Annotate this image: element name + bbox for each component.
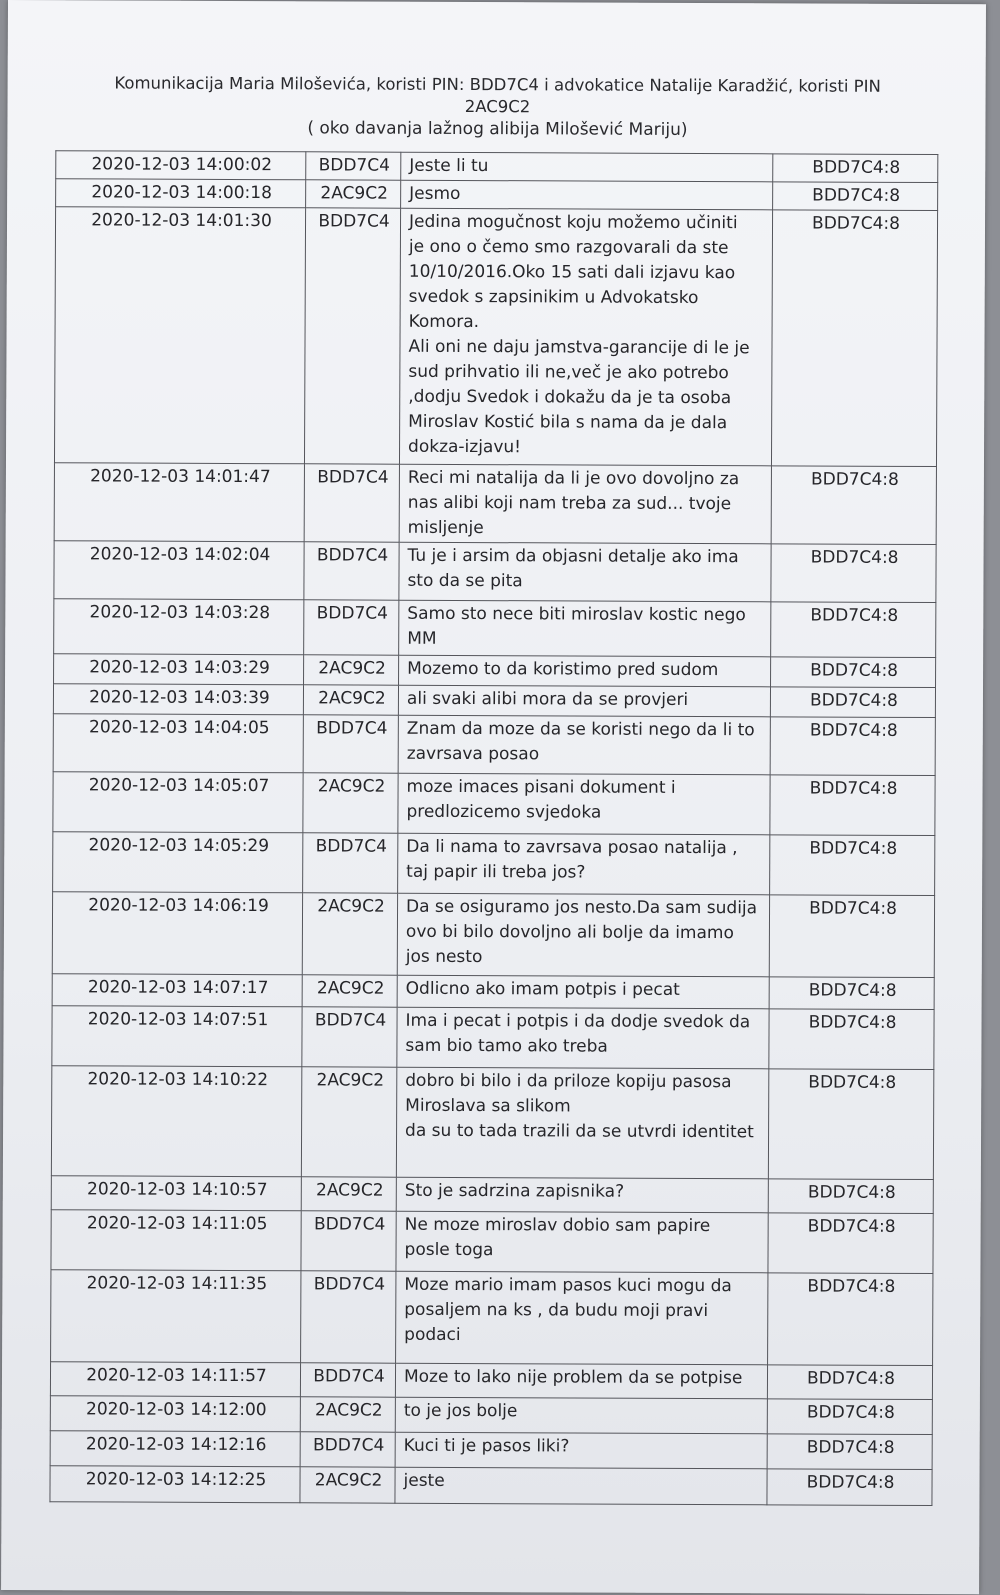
message-text-cell: Kuci ti je pasos liki?	[395, 1432, 767, 1469]
timestamp-cell: 2020-12-03 14:07:17	[52, 974, 302, 1007]
table-row	[51, 1210, 933, 1274]
reference-cell: BDD7C4:8	[771, 602, 936, 658]
message-text-cell: Da se osiguramo jos nesto.Da sam sudija ovo bi bilo dovoljno ali bolje da imamo jos nesto	[397, 893, 769, 977]
sender-pin-cell: BDD7C4	[304, 464, 399, 542]
table-row	[51, 1066, 933, 1180]
sender-pin-cell: 2AC9C2	[306, 180, 401, 208]
message-text-cell: Samo sto nece biti miroslav kostic nego MM	[399, 600, 771, 657]
reference-cell: BDD7C4:8	[770, 775, 935, 836]
timestamp-cell: 2020-12-03 14:07:51	[52, 1006, 302, 1067]
message-text-cell: Znam da moze da se koristi nego da li to zavrsava posao	[398, 715, 770, 775]
message-text-cell: Mozemo to da koristimo pred sudom	[399, 655, 771, 687]
table-row	[50, 1431, 932, 1470]
table-row	[54, 599, 936, 658]
sender-pin-cell: 2AC9C2	[302, 893, 397, 975]
table-row	[54, 463, 936, 545]
document-heading	[47, 72, 947, 142]
timestamp-cell: 2020-12-03 14:06:19	[52, 892, 302, 975]
table-row	[54, 654, 936, 688]
message-text-cell: to je jos bolje	[395, 1397, 767, 1434]
table-row	[56, 179, 938, 211]
timestamp-cell: 2020-12-03 14:03:28	[54, 599, 304, 655]
reference-cell: BDD7C4:8	[767, 1365, 932, 1400]
table-row	[51, 1270, 933, 1366]
document-page	[1, 0, 986, 1594]
reference-cell: BDD7C4:8	[770, 835, 935, 896]
timestamp-cell: 2020-12-03 14:02:04	[54, 541, 304, 600]
table-row	[52, 974, 934, 1010]
message-text-cell: Da li nama to zavrsava posao natalija , taj papir ili treba jos?	[398, 833, 770, 895]
sender-pin-cell: BDD7C4	[301, 1271, 396, 1363]
timestamp-cell: 2020-12-03 14:11:35	[51, 1270, 301, 1363]
message-log-table	[49, 150, 938, 1506]
reference-cell: BDD7C4:8	[769, 895, 934, 978]
message-text-cell: ali svaki alibi mora da se provjeri	[398, 685, 770, 717]
sender-pin-cell: BDD7C4	[306, 152, 401, 180]
message-text-cell: Jeste li tu	[401, 152, 773, 182]
message-text-cell: Tu je i arsim da objasni detalje ako ima sto da se pita	[399, 542, 771, 602]
table-row	[54, 541, 936, 603]
reference-cell: BDD7C4:8	[771, 657, 936, 688]
timestamp-cell: 2020-12-03 14:05:29	[53, 832, 303, 893]
timestamp-cell: 2020-12-03 14:03:29	[54, 654, 304, 685]
reference-cell: BDD7C4:8	[767, 1469, 932, 1506]
reference-cell: BDD7C4:8	[773, 182, 938, 211]
reference-cell: BDD7C4:8	[769, 977, 934, 1010]
sender-pin-cell: BDD7C4	[303, 833, 398, 893]
message-text-cell: moze imaces pisani dokument i predlozicemo svjedoka	[398, 773, 770, 835]
sender-pin-cell: 2AC9C2	[300, 1397, 395, 1432]
message-log-body	[50, 151, 938, 1506]
table-row	[53, 714, 935, 776]
reference-cell: BDD7C4:8	[771, 544, 936, 603]
message-text-cell: Ne moze miroslav dobio sam papire posle toga	[396, 1211, 768, 1273]
reference-cell: BDD7C4:8	[773, 154, 938, 183]
table-row	[51, 1176, 933, 1214]
table-row	[53, 684, 935, 718]
sender-pin-cell: BDD7C4	[304, 600, 399, 655]
table-row	[50, 1466, 932, 1506]
sender-pin-cell: BDD7C4	[304, 208, 400, 464]
sender-pin-cell: BDD7C4	[303, 715, 398, 773]
timestamp-cell: 2020-12-03 14:12:00	[50, 1396, 300, 1432]
timestamp-cell: 2020-12-03 14:11:05	[51, 1210, 301, 1271]
sender-pin-cell: 2AC9C2	[304, 655, 399, 685]
sender-pin-cell: BDD7C4	[302, 1007, 397, 1067]
timestamp-cell: 2020-12-03 14:00:18	[56, 179, 306, 208]
message-text-cell: Jedina mogučnost koju možemo učiniti je ono o čemo smo razgovarali da ste 10/10/2016.Oko 15 sati dali izjavu kao svedok s zapsinikim u Advokatsko Komora. Ali oni ne daju jamstva-garancije di le je sud prihvatio ili ne,več je ako potrebo ,dodju Svedok i dokažu da je ta osoba Miroslav Kostić bila s nama da je dala dokza-izjavu!	[399, 208, 772, 466]
sender-pin-cell: BDD7C4	[300, 1363, 395, 1397]
reference-cell: BDD7C4:8	[768, 1069, 933, 1180]
table-row	[54, 207, 937, 467]
sender-pin-cell: 2AC9C2	[303, 773, 398, 833]
timestamp-cell: 2020-12-03 14:10:22	[51, 1066, 301, 1177]
reference-cell: BDD7C4:8	[769, 1009, 934, 1070]
reference-cell: BDD7C4:8	[768, 1179, 933, 1214]
reference-cell: BDD7C4:8	[770, 717, 935, 776]
sender-pin-cell: BDD7C4	[301, 1211, 396, 1271]
table-row	[50, 1396, 932, 1435]
message-text-cell: Reci mi natalija da li je ovo dovoljno za nas alibi koji nam treba za sud... tvoje misljenje	[399, 464, 771, 544]
table-row	[50, 1362, 932, 1400]
reference-cell: BDD7C4:8	[767, 1434, 932, 1470]
message-text-cell: Odlicno ako imam potpis i pecat	[397, 975, 769, 1009]
message-text-cell: dobro bi bilo i da priloze kopiju pasosa Miroslava sa slikom da su to tada trazili da se utvrdi identitet	[396, 1067, 768, 1179]
message-text-cell: Sto je sadrzina zapisnika?	[396, 1177, 768, 1213]
timestamp-cell: 2020-12-03 14:01:30	[54, 207, 305, 464]
timestamp-cell: 2020-12-03 14:03:39	[53, 684, 303, 715]
message-text-cell: Jesmo	[401, 180, 773, 210]
heading-line-1: Komunikacija Maria Miloševića, koristi PIN: BDD7C4 i advokatice Natalije Karadžić, koristi PIN	[114, 73, 881, 96]
message-text-cell: Moze to lako nije problem da se potpise	[395, 1363, 767, 1399]
reference-cell: BDD7C4:8	[771, 466, 936, 545]
sender-pin-cell: 2AC9C2	[301, 1177, 396, 1211]
table-row	[52, 892, 934, 978]
heading-line-2: 2AC9C2	[464, 96, 531, 117]
table-row	[53, 832, 935, 896]
timestamp-cell: 2020-12-03 14:00:02	[56, 151, 306, 180]
table-row	[52, 1006, 934, 1070]
timestamp-cell: 2020-12-03 14:12:25	[50, 1466, 300, 1503]
heading-subtitle: ( oko davanja lažnog alibija Milošević Mariju)	[307, 118, 688, 140]
sender-pin-cell: BDD7C4	[300, 1432, 395, 1467]
table-row	[56, 151, 938, 183]
reference-cell: BDD7C4:8	[768, 1273, 933, 1366]
timestamp-cell: 2020-12-03 14:12:16	[50, 1431, 300, 1467]
reference-cell: BDD7C4:8	[768, 1213, 933, 1274]
table-row	[53, 772, 935, 836]
sender-pin-cell: BDD7C4	[304, 542, 399, 600]
reference-cell: BDD7C4:8	[770, 687, 935, 718]
reference-cell: BDD7C4:8	[767, 1399, 932, 1435]
reference-cell: BDD7C4:8	[771, 210, 937, 467]
message-text-cell: Moze mario imam pasos kuci mogu da posaljem na ks , da budu moji pravi podaci	[396, 1271, 768, 1365]
timestamp-cell: 2020-12-03 14:04:05	[53, 714, 303, 773]
message-text-cell: Ima i pecat i potpis i da dodje svedok da sam bio tamo ako treba	[397, 1007, 769, 1069]
message-text-cell: jeste	[395, 1467, 767, 1505]
sender-pin-cell: 2AC9C2	[300, 1467, 395, 1503]
sender-pin-cell: 2AC9C2	[302, 975, 397, 1007]
sender-pin-cell: 2AC9C2	[303, 685, 398, 715]
timestamp-cell: 2020-12-03 14:05:07	[53, 772, 303, 833]
timestamp-cell: 2020-12-03 14:10:57	[51, 1176, 301, 1211]
timestamp-cell: 2020-12-03 14:11:57	[50, 1362, 300, 1397]
sender-pin-cell: 2AC9C2	[301, 1067, 396, 1177]
timestamp-cell: 2020-12-03 14:01:47	[54, 463, 304, 542]
